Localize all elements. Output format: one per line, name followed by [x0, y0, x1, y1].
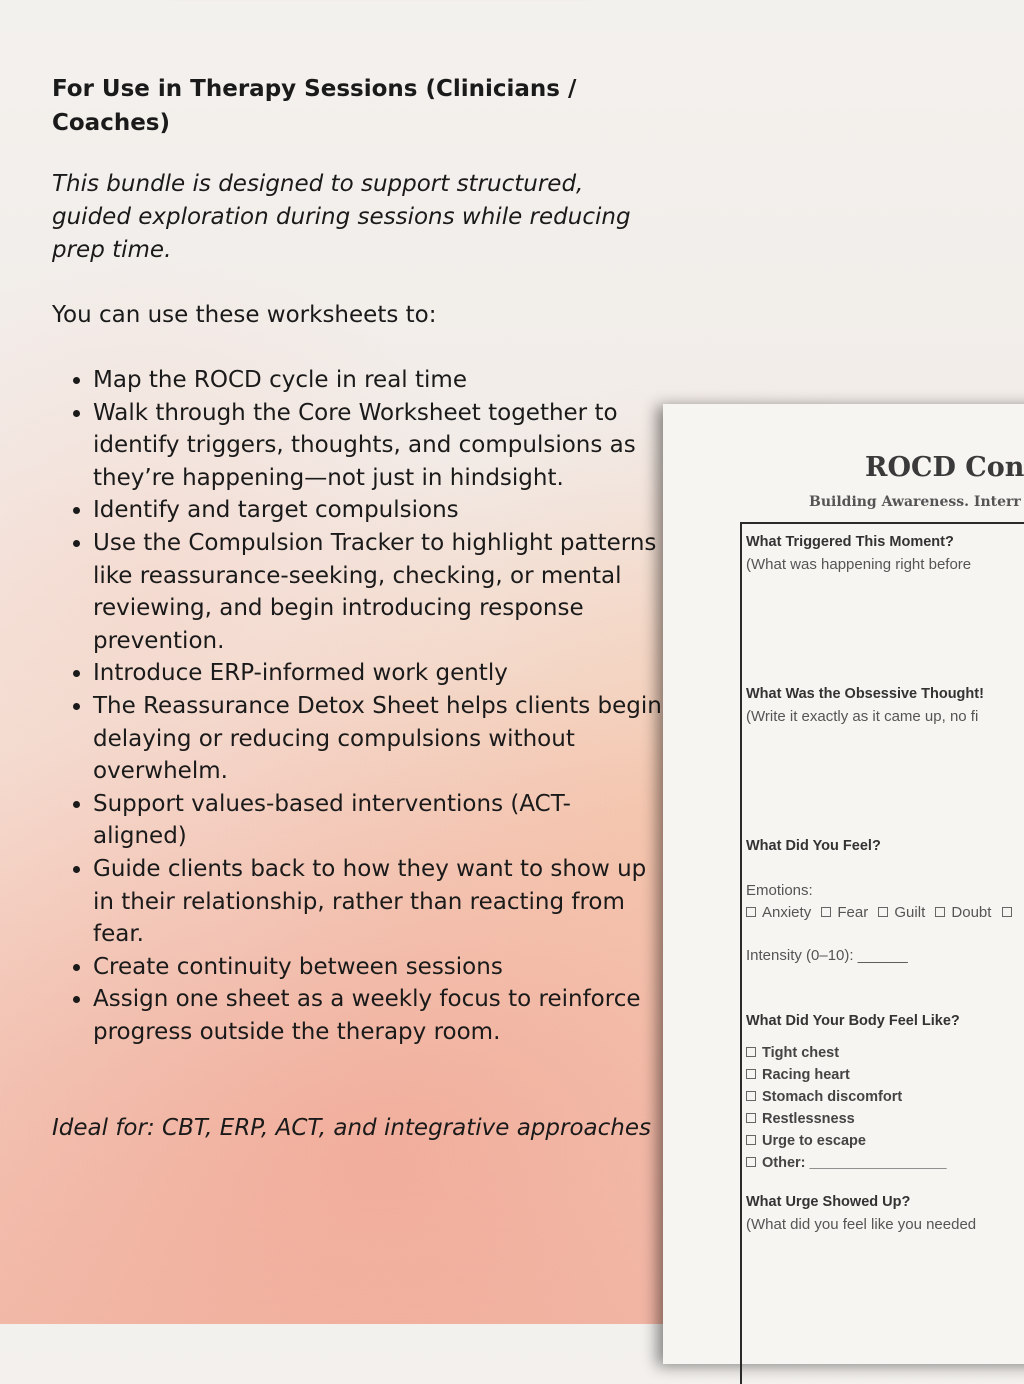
emotions-label: Emotions:	[746, 882, 813, 899]
list-item: • Map the ROCD cycle in real time	[93, 364, 662, 397]
list-item: • Identify and target compulsions	[93, 494, 662, 527]
emotion-option: Doubt	[951, 904, 992, 921]
checkbox-icon[interactable]	[746, 1157, 756, 1167]
section-heading: For Use in Therapy Sessions (Clinicians / Coaches)	[52, 76, 577, 136]
list-item[interactable]: Other: _________________	[746, 1152, 947, 1174]
list-item[interactable]: Urge to escape	[746, 1130, 947, 1152]
question-trigger-hint: (What was happening right before	[746, 556, 972, 573]
list-item: • The Reassurance Detox Sheet helps clients begin delaying or reducing compulsions without overwhelm.	[93, 690, 662, 788]
question-trigger: What Triggered This Moment?	[746, 534, 954, 550]
body-checklist	[746, 1042, 947, 1174]
list-item: • Assign one sheet as a weekly focus to reinforce progress outside the therapy room.	[93, 983, 662, 1048]
question-urge-hint: (What did you feel like you needed	[746, 1216, 977, 1233]
list-item: • Use the Compulsion Tracker to highlight patterns like reassurance-seeking, checking, or mental reviewing, and begin introducing response prevention.	[93, 527, 662, 657]
question-urge: What Urge Showed Up?	[746, 1194, 911, 1210]
list-item: • Guide clients back to how they want to show up in their relationship, rather than reacting from fear.	[93, 853, 662, 951]
intensity-field: Intensity (0–10): ______	[746, 947, 908, 964]
emotion-option: Guilt	[894, 904, 926, 921]
emotion-option: Fear	[837, 904, 869, 921]
worksheet-preview	[663, 404, 1024, 1364]
worksheet-subtitle: Building Awareness. Interr	[809, 494, 1021, 510]
checkbox-icon[interactable]	[935, 907, 945, 917]
question-thought: What Was the Obsessive Thought!	[746, 686, 984, 702]
text-column	[52, 72, 662, 1145]
list-item[interactable]: Stomach discomfort	[746, 1086, 947, 1108]
bullet-list	[52, 364, 662, 1048]
checkbox-icon[interactable]	[746, 1091, 756, 1101]
lead-text: You can use these worksheets to:	[52, 302, 437, 328]
question-thought-hint: (Write it exactly as it came up, no fi	[746, 708, 979, 725]
checkbox-icon[interactable]	[1002, 907, 1012, 917]
list-item[interactable]: Racing heart	[746, 1064, 947, 1086]
list-item: • Support values-based interventions (ACT-aligned)	[93, 788, 662, 853]
emotion-option: Anxiety	[762, 904, 812, 921]
checkbox-icon[interactable]	[746, 1047, 756, 1057]
intro-text: This bundle is designed to support structured, guided exploration during sessions while reducing prep time.	[52, 171, 631, 263]
list-item[interactable]: Tight chest	[746, 1042, 947, 1064]
checkbox-icon[interactable]	[746, 907, 756, 917]
question-body: What Did Your Body Feel Like?	[746, 1013, 960, 1029]
emotions-row	[746, 904, 1018, 921]
checkbox-icon[interactable]	[746, 1113, 756, 1123]
ideal-for-text: Ideal for: CBT, ERP, ACT, and integrative approaches	[52, 1115, 651, 1142]
list-item: • Walk through the Core Worksheet together to identify triggers, thoughts, and compulsions as they’re happening—not just in hindsight.	[93, 397, 662, 495]
checkbox-icon[interactable]	[821, 907, 831, 917]
list-item: • Introduce ERP-informed work gently	[93, 657, 662, 690]
worksheet-title: ROCD Con	[865, 452, 1024, 483]
list-item: • Create continuity between sessions	[93, 951, 662, 984]
list-item[interactable]: Restlessness	[746, 1108, 947, 1130]
checkbox-icon[interactable]	[878, 907, 888, 917]
checkbox-icon[interactable]	[746, 1135, 756, 1145]
checkbox-icon[interactable]	[746, 1069, 756, 1079]
question-feel: What Did You Feel?	[746, 838, 881, 854]
